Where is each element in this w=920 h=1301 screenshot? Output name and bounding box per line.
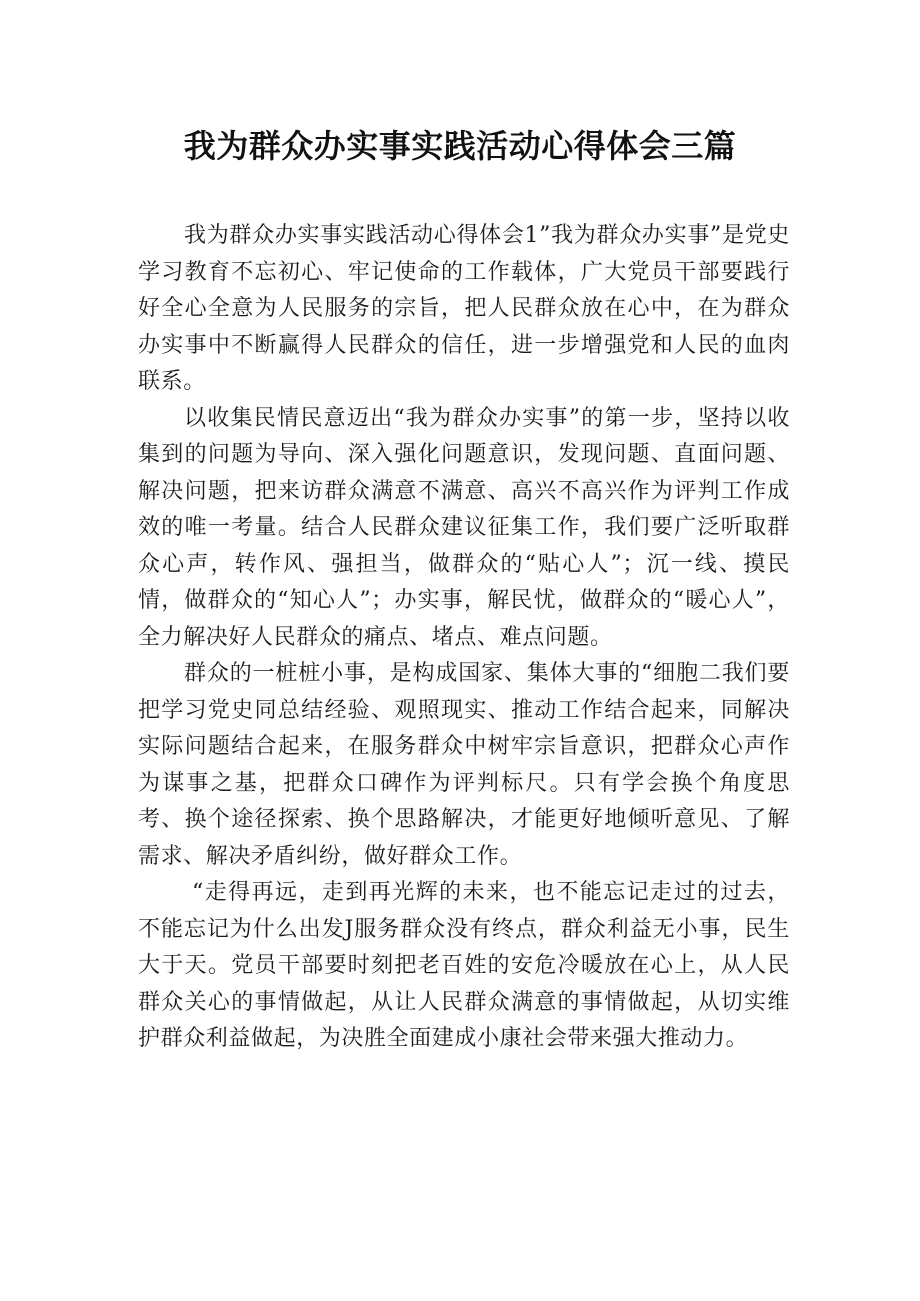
document-title: 我为群众办实事实践活动心得体会三篇: [183, 127, 737, 165]
paragraph-3: 群众的一桩桩小事，是构成国家、集体大事的“细胞二我们要把学习党史同总结经验、观照现实、推动工作结合起来，同解决实际问题结合起来，在服务群众中树牢宗旨意识，把群众心声作为谋事之基，把群众口碑作为评判标尺。只有学会换个角度思考、换个途径探索、换个思路解决，才能更好地倾听意见、了解需求、解决矛盾纠纷，做好群众工作。: [138, 661, 790, 869]
paragraph-1: 我为群众办实事实践活动心得体会1”我为群众办实事”是党史学习教育不忘初心、牢记使命的工作载体，广大党员干部要践行好全心全意为人民服务的宗旨，把人民群众放在心中，在为群众办实事中不断赢得人民群众的信任，进一步增强党和人民的血肉联系。: [138, 223, 790, 394]
paragraph-2: 以收集民情民意迈出“我为群众办实事”的第一步，坚持以收集到的问题为导向、深入强化问题意识，发现问题、直面问题、解决问题，把来访群众满意不满意、高兴不高兴作为评判工作成效的唯一考量。结合人民群众建议征集工作，我们要广泛听取群众心声，转作风、强担当，做群众的“贴心人”；沉一线、摸民情，做群众的“知心人”；办实事，解民忧，做群众的“暖心人”，全力解决好人民群众的痛点、堵点、难点问题。: [138, 405, 790, 650]
document-body: [138, 218, 790, 1058]
paragraph-4: “走得再远，走到再光辉的未来，也不能忘记走过的过去，不能忘记为什么出发J服务群众没有终点，群众利益无小事，民生大于天。党员干部要时刻把老百姓的安危冷暖放在心上，从人民群众关心的事情做起，从让人民群众满意的事情做起，从切实维护群众利益做起，为决胜全面建成小康社会带来强大推动力。: [138, 880, 790, 1051]
